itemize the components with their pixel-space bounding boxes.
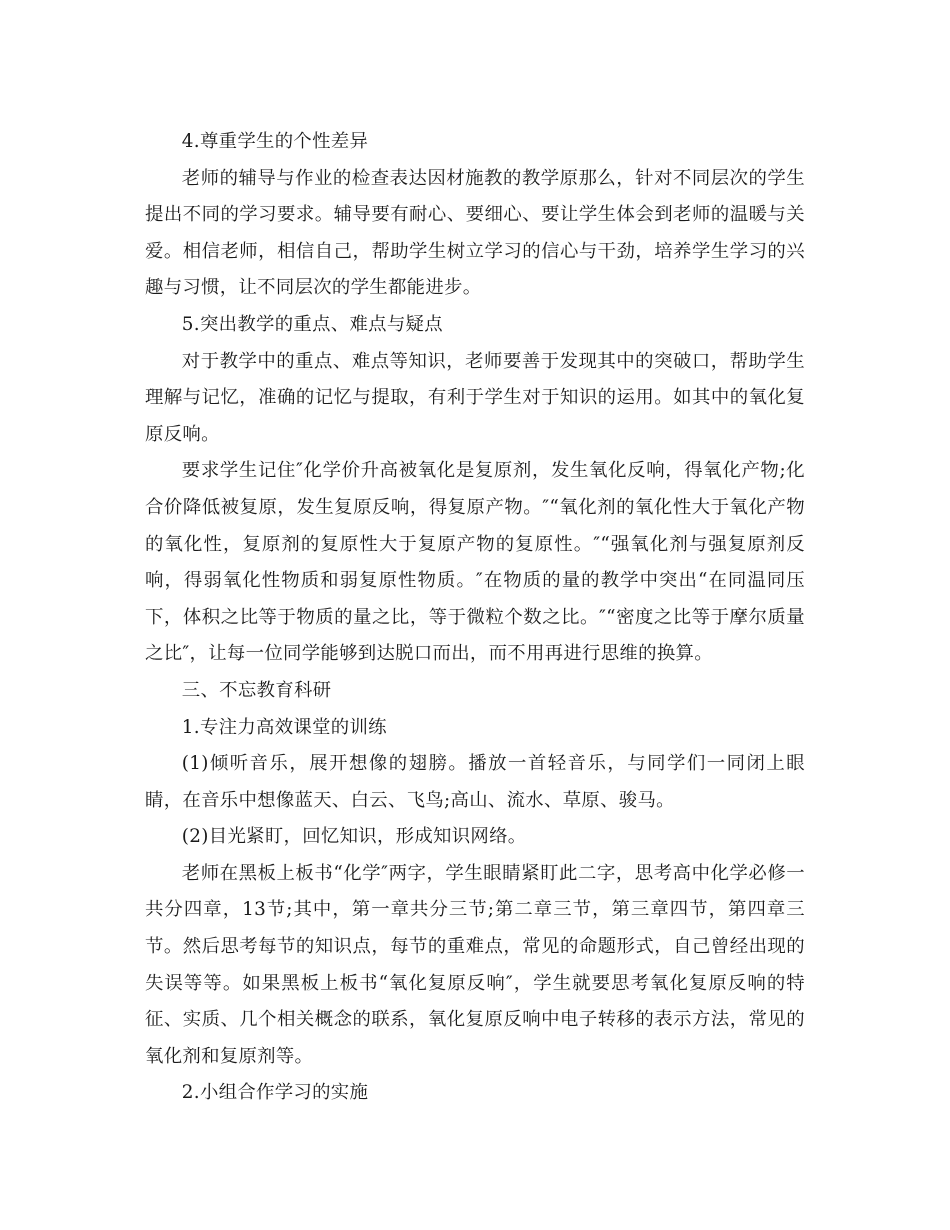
paragraph-tutoring-and-homework: 老师的辅导与作业的检查表达因材施教的教学原那么，针对不同层次的学生提出不同的学习要求。辅导要有耐心、要细心、要让学生体会到老师的温暖与关爱。相信老师，相信自己，帮助学生树立学习的信心与干劲，培养学生学习的兴趣与习惯，让不同层次的学生都能进步。: [145, 167, 805, 299]
document-page: [145, 124, 805, 1112]
paragraph-redox-memorization: 要求学生记住″化学价升高被氧化是复原剂，发生氧化反响，得氧化产物;化合价降低被复原，发生复原反响，得复原产物。″“氧化剂的氧化性大于氧化产物的氧化性，复原剂的复原性大于复原产物的复原性。″“强氧化剂与强复原剂反响，得弱氧化性物质和弱复原性物质。″在物质的量的教学中突出“在同温同压下，体积之比等于物质的量之比，等于微粒个数之比。″“密度之比等于摩尔质量之比″，让每一位同学能够到达脱口而出，而不用再进行思维的换算。: [145, 460, 805, 665]
paragraph-key-points-breakthrough: 对于教学中的重点、难点等知识，老师要善于发现其中的突破口，帮助学生理解与记忆，准确的记忆与提取，有利于学生对于知识的运用。如其中的氧化复原反响。: [145, 350, 805, 445]
section-heading-gaze-and-recall: (2)目光紧盯，回忆知识，形成知识网络。: [181, 826, 527, 848]
section-heading-respect-individual-differences: 4.尊重学生的个性差异: [181, 131, 369, 152]
paragraph-blackboard-recall: 老师在黑板上板书“化学″两字，学生眼睛紧盯此二字，思考高中化学必修一共分四章，13节;其中，第一章共分三节;第二章三节，第三章四节，第四章三节。然后思考每节的知识点，每节的重难点，常见的命题形式，自己曾经出现的失误等等。如果黑板上板书“氧化复原反响″，学生就要思考氧化复原反响的特征、实质、几个相关概念的联系，氧化复原反响中电子转移的表示方法，常见的氧化剂和复原剂等。: [145, 862, 805, 1067]
section-heading-key-difficult-points: 5.突出教学的重点、难点与疑点: [181, 313, 443, 335]
paragraph-listen-to-music: (1)倾听音乐，展开想像的翅膀。播放一首轻音乐，与同学们一同闭上眼睛，在音乐中想像蓝天、白云、飞鸟;高山、流水、草原、骏马。: [145, 753, 805, 811]
section-heading-focus-training: 1.专注力高效课堂的训练: [181, 716, 387, 738]
section-heading-group-cooperation: 2.小组合作学习的实施: [181, 1082, 369, 1104]
section-heading-educational-research: 三、不忘教育科研: [181, 679, 332, 701]
